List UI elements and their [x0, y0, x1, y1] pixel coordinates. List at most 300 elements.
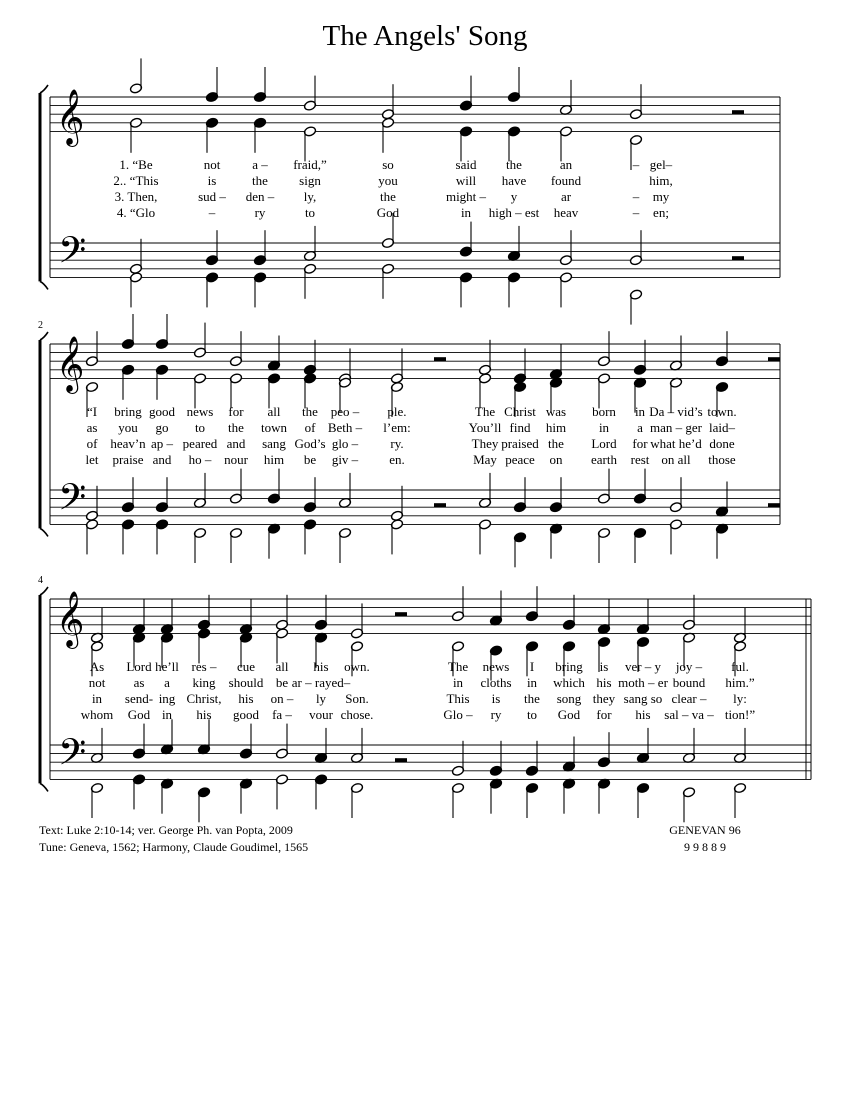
soprano-note	[90, 608, 103, 644]
tenor-note	[350, 728, 363, 764]
alto-note	[381, 117, 394, 153]
lyric-syllable: the	[506, 157, 522, 172]
lyric-syllable: bound	[672, 675, 706, 690]
lyric-syllable: the	[252, 173, 268, 188]
lyric-syllable: the	[380, 189, 396, 204]
tenor-note	[451, 741, 464, 777]
lyric-syllable: and	[226, 436, 246, 451]
soprano-note	[507, 67, 520, 103]
tenor-note	[597, 732, 610, 768]
lyric-syllable: bring	[555, 659, 583, 674]
soprano-note	[451, 586, 464, 622]
bass-note	[155, 519, 168, 555]
lyric-syllable: sal – va –	[664, 707, 714, 722]
soprano-note	[513, 348, 526, 384]
lyric-syllable: is	[207, 173, 217, 188]
soprano-note	[229, 331, 242, 367]
soprano-note	[559, 80, 572, 116]
lyric-syllable: king	[192, 675, 216, 690]
lyric-syllable: was	[545, 404, 567, 419]
tenor-note	[629, 230, 642, 266]
tenor-note	[513, 477, 526, 513]
tenor-note	[478, 473, 491, 509]
lyric-syllable: you	[118, 420, 138, 435]
lyric-syllable: heav’n	[110, 436, 146, 451]
lyric-syllable: song	[556, 691, 582, 706]
lyric-syllable: have	[501, 173, 527, 188]
lyric-syllable: God	[127, 707, 151, 722]
tenor-note	[669, 477, 682, 513]
lyric-syllable: ly	[315, 691, 327, 706]
lyric-syllable: en;	[653, 205, 669, 220]
lyric-syllable: Lord	[591, 436, 617, 451]
lyric-syllable: in	[526, 675, 538, 690]
lyric-syllable: God	[557, 707, 581, 722]
soprano-note	[85, 331, 98, 367]
lyric-syllable: gel–	[649, 157, 673, 172]
lyric-syllable: tion!”	[724, 707, 756, 722]
lyric-syllable: 2.. “This	[113, 173, 159, 188]
bass-note	[507, 272, 520, 308]
lyric-syllable: man – ger	[650, 420, 702, 435]
bass-note	[239, 778, 252, 814]
lyric-syllable: l’em:	[383, 420, 411, 435]
lyric-syllable: his	[313, 659, 329, 674]
soprano-note	[132, 599, 145, 635]
lyric-syllable: Glo –	[443, 707, 473, 722]
bass-note	[197, 787, 210, 823]
tenor-note	[507, 226, 520, 262]
lyric-syllable: –	[208, 205, 216, 220]
bass-clef-icon: 𝄢	[58, 731, 87, 783]
bass-note	[478, 519, 491, 555]
lyric-syllable: Christ	[504, 404, 536, 419]
bass-note	[205, 272, 218, 308]
lyric-syllable: God	[376, 205, 400, 220]
soprano-note	[459, 76, 472, 112]
lyric-syllable: what he’d	[650, 436, 702, 451]
tenor-note	[549, 477, 562, 513]
lyric-syllable: his	[238, 691, 254, 706]
bass-note	[513, 532, 526, 568]
soprano-note	[597, 331, 610, 367]
lyric-syllable: in	[634, 404, 646, 419]
bracket-hook-top	[40, 332, 48, 340]
lyric-syllable: high – est	[488, 205, 540, 220]
lyric-syllable: ple.	[387, 404, 407, 419]
lyric-syllable: his	[635, 707, 651, 722]
lyric-syllable: ho –	[188, 452, 212, 467]
bass-note	[525, 782, 538, 818]
soprano-note	[478, 340, 491, 376]
half-rest-icon	[732, 256, 744, 260]
bass-note	[669, 519, 682, 555]
lyric-syllable: 1. “Be	[119, 157, 153, 172]
lyric-syllable: might –	[445, 189, 487, 204]
tenor-note	[597, 469, 610, 505]
lyric-syllable: own.	[344, 659, 370, 674]
lyric-syllable: is	[599, 659, 609, 674]
soprano-note	[350, 603, 363, 639]
page-title: The Angels' Song	[322, 20, 528, 52]
tenor-note	[205, 230, 218, 266]
tenor-note	[90, 728, 103, 764]
lyric-syllable: town	[261, 420, 287, 435]
lyric-syllable: fa –	[272, 707, 292, 722]
lyric-syllable: good	[149, 404, 175, 419]
tenor-note	[633, 469, 646, 505]
lyric-syllable: in	[91, 691, 103, 706]
lyric-syllable: ry	[490, 707, 502, 722]
bass-note	[633, 527, 646, 563]
soprano-note	[303, 76, 316, 112]
bass-note	[229, 527, 242, 563]
bracket-hook-bottom	[40, 783, 48, 791]
soprano-note	[733, 608, 746, 644]
bass-note	[303, 263, 316, 299]
soprano-note	[267, 336, 280, 372]
lyric-syllable: praise	[112, 452, 144, 467]
lyric-syllable: ing	[158, 691, 176, 706]
alto-note	[155, 364, 168, 400]
bass-clef-icon: 𝄢	[58, 229, 87, 281]
lyric-syllable: the	[228, 420, 244, 435]
bass-note	[451, 782, 464, 818]
lyric-syllable: town.	[707, 404, 737, 419]
lyric-syllable: in	[452, 675, 464, 690]
soprano-note	[160, 599, 173, 635]
lyric-syllable: Lord	[126, 659, 152, 674]
treble-clef-icon: 𝄞	[56, 89, 85, 146]
lyric-syllable: good	[233, 707, 259, 722]
bass-note	[562, 778, 575, 814]
tenor-note	[275, 724, 288, 760]
lyric-syllable: he’ll	[155, 659, 179, 674]
soprano-note	[193, 323, 206, 359]
lyric-syllable: the	[524, 691, 540, 706]
lyric-syllable: res –	[191, 659, 217, 674]
tenor-note	[121, 477, 134, 513]
lyric-syllable: They	[471, 436, 499, 451]
soprano-note	[303, 340, 316, 376]
soprano-note	[636, 599, 649, 635]
lyric-syllable: Beth –	[327, 420, 363, 435]
lyric-syllable: cue	[236, 659, 256, 674]
lyric-syllable: found	[550, 173, 582, 188]
lyric-syllable: vour	[309, 707, 333, 722]
soprano-note	[629, 84, 642, 120]
bass-note	[682, 787, 695, 823]
lyric-syllable: him	[263, 452, 285, 467]
soprano-note	[381, 84, 394, 120]
lyric-syllable: –	[632, 205, 640, 220]
lyric-syllable: den –	[245, 189, 275, 204]
lyric-syllable: which	[553, 675, 585, 690]
bass-note	[597, 778, 610, 814]
lyric-syllable: fraid,”	[293, 157, 327, 172]
lyric-syllable: find	[509, 420, 531, 435]
lyric-syllable: ry	[254, 205, 266, 220]
tenor-note	[682, 728, 695, 764]
hymn-credits	[39, 822, 308, 856]
lyric-syllable: Da – vid’s	[649, 404, 703, 419]
lyric-syllable: cloths	[480, 675, 512, 690]
soprano-note	[633, 340, 646, 376]
lyric-syllable: The	[447, 659, 469, 674]
bass-note	[85, 519, 98, 555]
tenor-note	[314, 728, 327, 764]
bass-note	[275, 774, 288, 810]
lyric-syllable: –	[632, 157, 640, 172]
lyric-syllable: send-	[124, 691, 154, 706]
soprano-note	[549, 344, 562, 380]
soprano-note	[390, 348, 403, 384]
lyric-syllable: ful.	[731, 659, 749, 674]
lyric-syllable: said	[455, 157, 477, 172]
lyric-syllable: You’ll	[468, 420, 502, 435]
lyric-syllable: Son.	[345, 691, 369, 706]
lyric-syllable: should	[228, 675, 264, 690]
lyric-syllable: ly:	[733, 691, 747, 706]
alto-note	[253, 117, 266, 153]
lyric-syllable: not	[88, 675, 106, 690]
half-rest-icon	[732, 110, 744, 114]
tenor-note	[239, 724, 252, 760]
lyric-syllable: go	[155, 420, 169, 435]
lyric-syllable: ly,	[303, 189, 317, 204]
bass-note	[350, 782, 363, 818]
bass-note	[559, 272, 572, 308]
alto-note	[121, 364, 134, 400]
half-rest-icon	[434, 357, 446, 361]
lyric-syllable: to	[194, 420, 206, 435]
lyric-syllable: on all	[661, 452, 691, 467]
bass-note	[303, 519, 316, 555]
soprano-note	[597, 599, 610, 635]
lyric-syllable: chose.	[340, 707, 374, 722]
lyric-syllable: glo –	[331, 436, 359, 451]
soprano-note	[715, 331, 728, 367]
tenor-note	[525, 741, 538, 777]
tune-credit: Tune: Geneva, 1562; Harmony, Claude Goudimel, 1565	[39, 840, 309, 854]
soprano-note	[239, 599, 252, 635]
soprano-note	[562, 595, 575, 631]
lyric-syllable: nour	[224, 452, 248, 467]
bass-note	[90, 782, 103, 818]
bass-note	[715, 523, 728, 559]
lyric-syllable: joy –	[675, 659, 703, 674]
bass-note	[629, 289, 642, 325]
lyric-syllable: be	[275, 675, 289, 690]
lyric-syllable: ap –	[150, 436, 174, 451]
lyric-syllable: so	[382, 157, 394, 172]
bass-note	[129, 272, 142, 308]
lyric-syllable: I	[529, 659, 535, 674]
lyric-syllable: Christ,	[186, 691, 222, 706]
lyric-syllable: giv –	[331, 452, 359, 467]
bass-note	[549, 523, 562, 559]
text-credit: Text: Luke 2:10-14; ver. George Ph. van Popta, 2009	[39, 823, 293, 837]
tenor-note	[390, 486, 403, 522]
lyric-syllable: him.”	[725, 675, 755, 690]
lyric-syllable: to	[304, 205, 316, 220]
bracket-hook-bottom	[40, 281, 48, 289]
lyric-syllable: peo –	[330, 404, 360, 419]
bass-note	[160, 778, 173, 814]
lyric-syllable: for	[632, 436, 648, 451]
soprano-note	[275, 595, 288, 631]
tenor-note	[559, 230, 572, 266]
tenor-note	[160, 719, 173, 755]
treble-clef-icon: 𝄞	[56, 591, 85, 648]
lyric-syllable: as	[133, 675, 145, 690]
tenor-note	[132, 724, 145, 760]
lyric-syllable: earth	[591, 452, 617, 467]
tenor-note	[129, 239, 142, 275]
lyric-syllable: on –	[270, 691, 294, 706]
lyric-syllable: as	[86, 420, 98, 435]
bass-note	[267, 523, 280, 559]
lyric-syllable: his	[196, 707, 212, 722]
lyric-syllable: praised	[501, 436, 539, 451]
lyric-syllable: rest	[630, 452, 650, 467]
lyric-syllable: for	[596, 707, 612, 722]
half-rest-icon	[768, 503, 780, 507]
lyric-syllable: moth – er	[618, 675, 668, 690]
lyric-syllable: not	[203, 157, 221, 172]
bracket-hook-top	[40, 85, 48, 93]
lyric-syllable: him,	[649, 173, 673, 188]
tenor-note	[715, 482, 728, 518]
lyric-syllable: sign	[299, 173, 321, 188]
tenor-note	[197, 719, 210, 755]
lyric-syllable: news	[186, 404, 214, 419]
lyric-syllable: his	[596, 675, 612, 690]
lyric-syllable: May	[473, 452, 497, 467]
lyric-syllable: 4. “Glo	[116, 205, 156, 220]
half-rest-icon	[434, 503, 446, 507]
lyric-syllable: a	[637, 420, 643, 435]
lyric-syllable: to	[526, 707, 538, 722]
tenor-note	[303, 226, 316, 262]
lyric-syllable: sang so	[623, 691, 663, 706]
bass-note	[121, 519, 134, 555]
lyric-syllable: in	[161, 707, 173, 722]
lyric-syllable: y	[510, 189, 518, 204]
bass-note	[314, 774, 327, 810]
bass-note	[636, 782, 649, 818]
lyric-syllable: the	[548, 436, 564, 451]
tune-name: GENEVAN 96	[669, 823, 741, 837]
soprano-note	[121, 314, 134, 350]
bass-note	[381, 263, 394, 299]
lyric-syllable: bring	[114, 404, 142, 419]
bass-note	[253, 272, 266, 308]
lyric-syllable: you	[378, 173, 398, 188]
lyric-syllable: en.	[389, 452, 405, 467]
bass-note	[132, 774, 145, 810]
tenor-note	[459, 222, 472, 258]
lyric-syllable: peace	[505, 452, 535, 467]
tune-info	[640, 822, 770, 856]
tenor-note	[489, 741, 502, 777]
lyric-syllable: on	[549, 452, 563, 467]
lyric-syllable: sud –	[198, 189, 226, 204]
bass-note	[597, 527, 610, 563]
tenor-note	[193, 473, 206, 509]
lyric-syllable: of	[86, 436, 98, 451]
soprano-note	[129, 58, 142, 94]
tenor-note	[636, 728, 649, 764]
tenor-note	[85, 486, 98, 522]
tenor-note	[229, 469, 242, 505]
lyric-syllable: laid–	[709, 420, 735, 435]
soprano-note	[669, 336, 682, 372]
alto-note	[205, 117, 218, 153]
tenor-note	[155, 477, 168, 513]
soprano-note	[197, 595, 210, 631]
lyric-syllable: –	[632, 189, 640, 204]
measure-number: 2	[38, 320, 43, 331]
bass-note	[733, 782, 746, 818]
lyric-syllable: be	[303, 452, 317, 467]
lyric-syllable: ar	[560, 189, 572, 204]
lyric-syllable: in	[460, 205, 472, 220]
lyric-syllable: all	[275, 659, 289, 674]
lyric-syllable: let	[85, 452, 99, 467]
soprano-note	[525, 586, 538, 622]
lyric-syllable: a –	[252, 157, 268, 172]
tenor-note	[338, 473, 351, 509]
lyric-syllable: the	[302, 404, 318, 419]
tenor-note	[562, 737, 575, 773]
half-rest-icon	[768, 357, 780, 361]
bass-note	[489, 778, 502, 814]
lyric-syllable: news	[482, 659, 510, 674]
lyric-syllable: peared	[182, 436, 218, 451]
measure-number: 4	[38, 575, 43, 586]
lyric-syllable: This	[446, 691, 470, 706]
lyric-syllable: born	[592, 404, 616, 419]
lyric-syllable: The	[474, 404, 496, 419]
tenor-note	[303, 477, 316, 513]
lyric-syllable: in	[598, 420, 610, 435]
lyric-syllable: him	[545, 420, 567, 435]
lyric-syllable: an	[559, 157, 573, 172]
lyric-syllable: they	[592, 691, 616, 706]
half-rest-icon	[395, 612, 407, 616]
lyric-syllable: whom	[80, 707, 114, 722]
lyric-syllable: those	[708, 452, 736, 467]
lyric-syllable: ry.	[390, 436, 404, 451]
bass-note	[390, 519, 403, 555]
alto-note	[129, 117, 142, 153]
tenor-note	[267, 469, 280, 505]
tenor-note	[253, 230, 266, 266]
bass-clef-icon: 𝄢	[58, 476, 87, 528]
meter: 9 9 8 8 9	[684, 840, 726, 854]
lyric-syllable: heav	[553, 205, 579, 220]
soprano-note	[489, 591, 502, 627]
lyric-syllable: 3. Then,	[114, 189, 158, 204]
lyric-syllable: and	[152, 452, 172, 467]
lyric-syllable: a	[164, 675, 170, 690]
lyric-syllable: God’s	[294, 436, 326, 451]
lyric-syllable: clear –	[671, 691, 707, 706]
lyric-syllable: for	[228, 404, 244, 419]
lyric-syllable: sang	[262, 436, 286, 451]
lyric-syllable: of	[304, 420, 316, 435]
